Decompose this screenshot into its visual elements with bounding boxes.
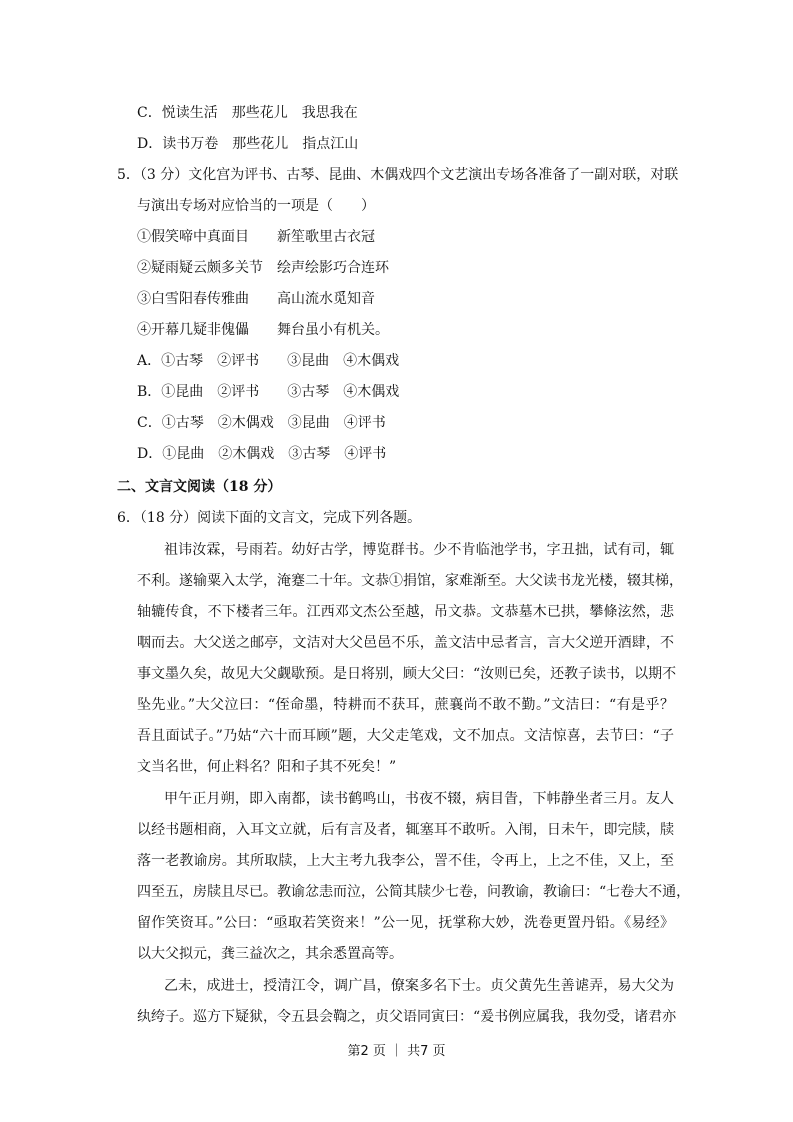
- passage-text: 四至五，房牍且尽已。教谕忿恚而泣，公简其牍少七卷，问教谕，教谕曰：“七卷大不通，: [137, 884, 691, 900]
- q5-stem-line1: [117, 166, 679, 184]
- q5-option-b: B．①昆曲 ②评书 ③古琴 ④木偶戏: [137, 384, 400, 400]
- prev-option-d: [137, 135, 358, 153]
- option-label: D．: [137, 136, 163, 152]
- option-text: 悦读生活 那些花儿 我思我在: [161, 105, 358, 121]
- passage-line: 以大父拟元，龚三益次之，其余悉置高等。: [137, 946, 403, 962]
- passage-line: [137, 914, 674, 932]
- q5-stem-line2: 与演出专场对应恰当的一项是（ ）: [137, 198, 375, 214]
- q5-couplet-4: ④开幕几疑非傀儡 舞台虽小有机关。: [137, 322, 389, 338]
- passage-text: 乙未，成进士，授清江令，调广昌，僚案多名下士。贞父黄先生善谑弄，易大父为: [164, 978, 674, 994]
- passage-line: [137, 821, 674, 839]
- passage-line: [137, 696, 674, 714]
- page-footer: 第2 页 ｜ 共7 页: [347, 1044, 446, 1059]
- passage-line: [137, 603, 674, 621]
- passage-line: 文当名世，何止料名？阳和子其不死矣！”: [137, 759, 397, 775]
- passage-text: 留作笑资耳。”公曰：“亟取若笑资来！”公一见，抚掌称大妙，洗卷更置丹铅。《易经》: [137, 915, 674, 931]
- passage-text: 以经书题相商，入耳文立就，后有言及者，辄塞耳不敢听。入闱，日未午，即完牍，牍: [137, 822, 674, 838]
- passage-line: [137, 852, 674, 870]
- q5-option-a: A．①古琴 ②评书 ③昆曲 ④木偶戏: [137, 353, 400, 369]
- passage-line: [137, 572, 683, 590]
- q5-couplet-2: ②疑雨疑云颇多关节 绘声绘影巧合连环: [137, 260, 389, 276]
- passage-line: [137, 1008, 677, 1026]
- q5-stem-text: 5．（3 分）文化宫为评书、古琴、昆曲、木偶戏四个文艺演出专场各准备了一副对联，对联: [117, 167, 679, 183]
- passage-line: [164, 541, 674, 559]
- q5-couplet-3: ③白雪阳春传雅曲 高山流水觅知音: [137, 291, 375, 307]
- q5-option-c: C．①古琴 ②木偶戏 ③昆曲 ④评书: [137, 415, 386, 431]
- passage-line: [137, 883, 691, 901]
- passage-text: 纨绔子。巡方下疑狱，令五县会鞫之，贞父语同寅曰：“爰书例应属我，我勿受，诸君亦: [137, 1009, 677, 1025]
- passage-text: 轴辘传食，不下楼者三年。江西邓文杰公至越，吊文恭。文恭墓木已拱，攀條泫然，悲: [137, 604, 674, 620]
- passage-line: [137, 727, 674, 745]
- passage-text: 咽而去。大父送之邮亭，文洁对大父邑邑不乐，盖文洁中忌者言，言大父逆开酒肆，不: [137, 635, 674, 651]
- prev-option-c: [137, 104, 358, 122]
- passage-text: 祖讳汝霖，号雨若。幼好古学，博览群书。少不肯临池学书，字丑拙，试有司，辄: [164, 542, 674, 558]
- passage-text: 吾且面试子。”乃姑“六十而耳顾”题，大父走笔戏，文不加点。文洁惊喜，去节曰：“子: [137, 728, 674, 744]
- q5-couplet-1: ①假笑啼中真面目 新笙歌里古衣冠: [137, 229, 375, 245]
- passage-text: 不利。遂输粟入太学，淹蹇二十年。文恭①捐馆，家难渐至。大父读书龙光楼，辍其梯，: [137, 573, 683, 589]
- option-label: C．: [137, 105, 162, 121]
- passage-line: [137, 634, 674, 652]
- section-heading: 二、文言文阅读（18 分）: [117, 479, 282, 495]
- passage-text: 甲午正月朔，即入南都，读书鹤鸣山，书夜不辍，病目眚，下帏静坐者三月。友人: [164, 791, 674, 807]
- passage-text: 事文墨久矣，故见大父觑歇预。是日将别，顾大父曰：“汝则已矣，还教子读书，以期不: [137, 666, 677, 682]
- passage-text: 落一老教谕房。其所取牍，上大主考九我李公，詈不佳，令再上，上之不佳，又上，至: [137, 853, 674, 869]
- passage-line: [164, 977, 674, 995]
- q6-stem: 6．（18 分）阅读下面的文言文，完成下列各题。: [117, 510, 422, 526]
- passage-line: [137, 665, 677, 683]
- q5-option-d: D．①昆曲 ②木偶戏 ③古琴 ④评书: [137, 446, 387, 462]
- passage-text: 坠先业。”大父泣曰：“侄命墨，特耕而不获耳，蔗襄尚不敢不勤。”文洁曰：“有是乎？: [137, 697, 674, 713]
- passage-line: [164, 790, 674, 808]
- option-text: 读书万卷 那些花儿 指点江山: [162, 136, 359, 152]
